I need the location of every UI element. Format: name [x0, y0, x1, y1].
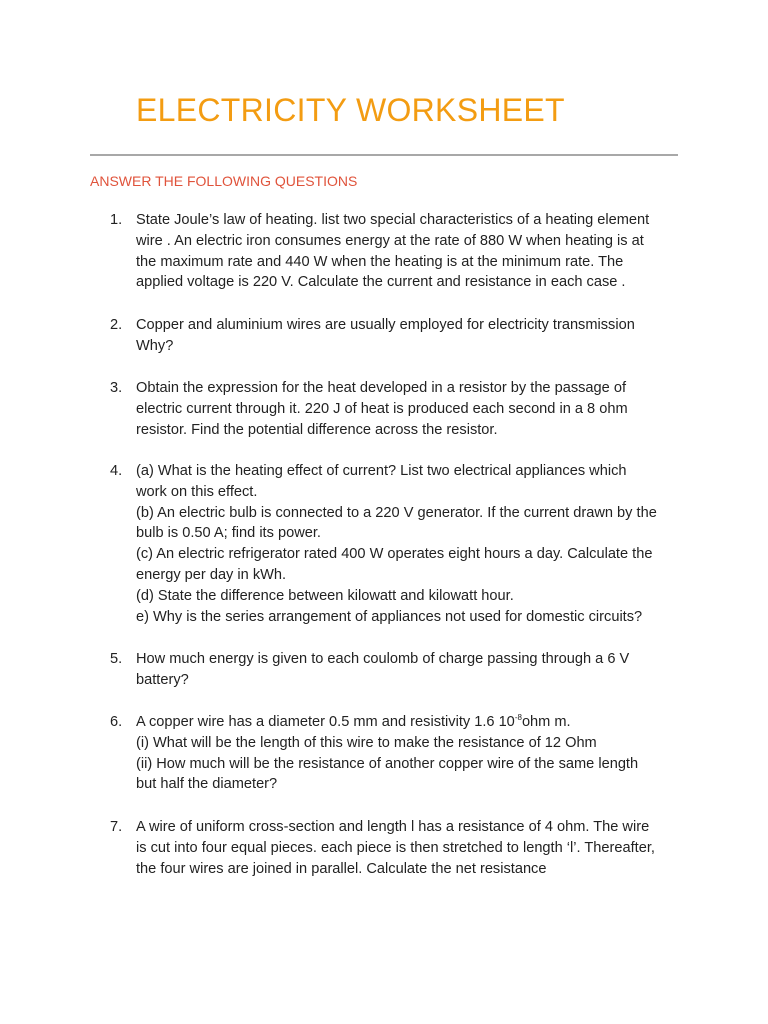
question-number: 6.: [110, 714, 123, 730]
question-text: ohm m.: [521, 714, 571, 730]
question-line: (a) What is the heating effect of current? List two electrical appliances which: [136, 463, 627, 479]
question-line: work on this effect.: [136, 483, 258, 500]
question-5: [110, 649, 690, 691]
question-6: [110, 712, 690, 795]
question-line: Copper and aluminium wires are usually employed for electricity transmission: [136, 317, 635, 333]
question-line: but half the diameter?: [136, 776, 278, 793]
question-line: e) Why is the series arrangement of appliances not used for domestic circuits?: [136, 608, 643, 625]
title-divider: [90, 154, 678, 156]
page-title: ELECTRICITY WORKSHEET: [136, 92, 565, 128]
section-heading: ANSWER THE FOLLOWING QUESTIONS: [90, 173, 358, 189]
question-line: the maximum rate and 440 W when the heating is at the minimum rate. The: [136, 253, 624, 270]
question-line: How much energy is given to each coulomb of charge passing through a 6 V: [136, 651, 630, 667]
question-1: [110, 210, 690, 293]
question-3: [110, 378, 690, 440]
question-line: (d) State the difference between kilowatt and kilowatt hour.: [136, 587, 514, 604]
question-4: [110, 461, 690, 627]
question-line: resistor. Find the potential difference across the resistor.: [136, 421, 498, 438]
question-line: (i) What will be the length of this wire to make the resistance of 12 Ohm: [136, 734, 597, 751]
question-number: 4.: [110, 463, 123, 479]
question-line: is cut into four equal pieces. each piece is then stretched to length ‘l’. Thereafter,: [136, 839, 655, 856]
question-number: 3.: [110, 380, 123, 396]
question-line: bulb is 0.50 A; find its power.: [136, 525, 321, 542]
question-number: 2.: [110, 317, 123, 333]
question-line: (b) An electric bulb is connected to a 220 V generator. If the current drawn by the: [136, 504, 657, 521]
question-text: A copper wire has a diameter 0.5 mm and resistivity 1.6 10: [136, 714, 515, 730]
question-line: (c) An electric refrigerator rated 400 W operates eight hours a day. Calculate the: [136, 546, 653, 563]
question-7: [110, 817, 690, 879]
question-line: the four wires are joined in parallel. Calculate the net resistance: [136, 860, 547, 877]
question-line: electric current through it. 220 J of heat is produced each second in a 8 ohm: [136, 400, 628, 417]
question-line: State Joule’s law of heating. list two special characteristics of a heating element: [136, 212, 650, 228]
question-line: applied voltage is 220 V. Calculate the current and resistance in each case .: [136, 274, 626, 291]
question-number: 7.: [110, 819, 123, 835]
question-line: [136, 712, 690, 733]
question-line: (ii) How much will be the resistance of another copper wire of the same length: [136, 755, 639, 772]
question-line: A wire of uniform cross-section and length l has a resistance of 4 ohm. The wire: [136, 819, 650, 835]
question-number: 1.: [110, 212, 123, 228]
question-line: battery?: [136, 671, 189, 688]
question-line: Why?: [136, 337, 174, 354]
question-line: wire . An electric iron consumes energy at the rate of 880 W when heating is at: [136, 232, 644, 249]
exponent: -8: [514, 713, 522, 722]
question-2: [110, 315, 690, 357]
question-line: energy per day in kWh.: [136, 566, 287, 583]
question-number: 5.: [110, 651, 123, 667]
question-line: Obtain the expression for the heat developed in a resistor by the passage of: [136, 380, 627, 396]
